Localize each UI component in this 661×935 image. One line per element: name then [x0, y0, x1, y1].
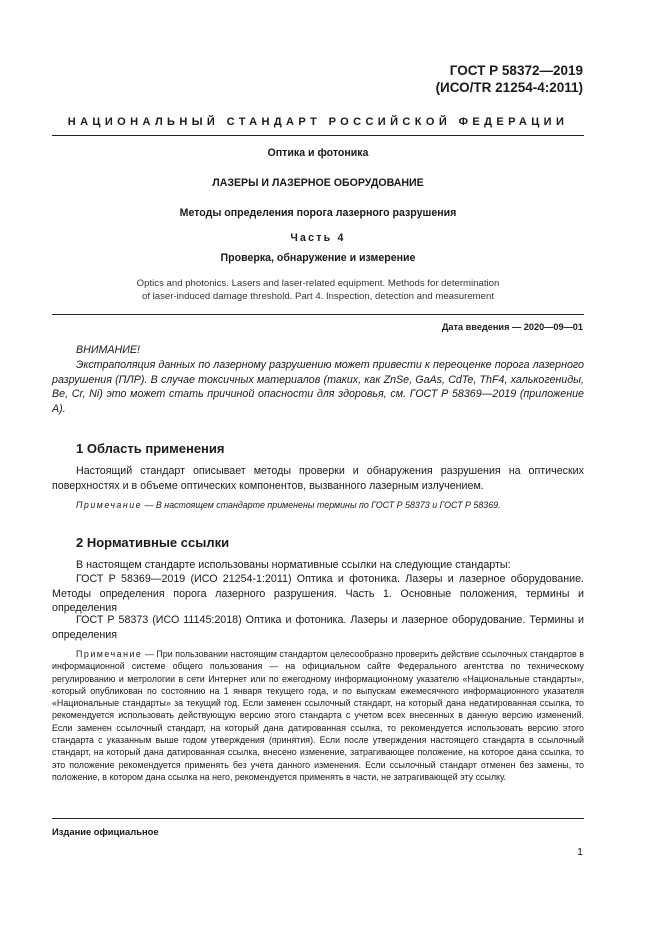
- english-title-line2: of laser-induced damage threshold. Part 4. Inspection, detection and measurement: [142, 291, 494, 302]
- standard-code: ГОСТ Р 58372—2019: [449, 63, 583, 78]
- warning-heading: ВНИМАНИЕ!: [76, 344, 140, 356]
- section-1-heading: 1 Область применения: [76, 441, 225, 456]
- section-2-note: [52, 648, 584, 783]
- national-standard-title: НАЦИОНАЛЬНЫЙ СТАНДАРТ РОССИЙСКОЙ ФЕДЕРАЦИИ: [67, 116, 569, 128]
- section-1-note: [76, 499, 584, 511]
- note-text: — В настоящем стандарте применены термины по ГОСТ Р 58373 и ГОСТ Р 58369.: [144, 500, 501, 510]
- note-label: Примечание: [76, 649, 143, 659]
- subtitle: Методы определения порога лазерного разрушения: [179, 207, 457, 219]
- main-title: ЛАЗЕРЫ И ЛАЗЕРНОЕ ОБОРУДОВАНИЕ: [212, 177, 424, 189]
- iso-reference: (ИСО/TR 21254-4:2011): [435, 80, 583, 95]
- part-number: Часть 4: [290, 232, 346, 244]
- page-number: 1: [577, 846, 583, 858]
- introduction-date: Дата введения — 2020—09—01: [441, 322, 583, 332]
- section-2-heading: 2 Нормативные ссылки: [76, 535, 230, 550]
- normative-reference-2: ГОСТ Р 58373 (ИСО 11145:2018) Оптика и фотоника. Лазеры и лазерное оборудование. Термины и определения: [52, 614, 584, 641]
- section-2-intro: В настоящем стандарте использованы нормативные ссылки на следующие стандарты:: [76, 559, 511, 571]
- domain-title: Оптика и фотоника: [267, 147, 369, 159]
- official-edition-label: Издание официальное: [52, 826, 159, 837]
- part-title: Проверка, обнаружение и измерение: [220, 252, 416, 264]
- title-rule: [52, 314, 584, 315]
- section-1-text: Настоящий стандарт описывает методы проверки и обнаружения разрушения на оптических поверхностях и в объеме оптических компонентов, вызванного лазерным излучением.: [52, 465, 584, 492]
- note-label: Примечание: [76, 500, 143, 510]
- footer-rule: [52, 818, 584, 819]
- english-title-line1: Optics and photonics. Lasers and laser-related equipment. Methods for determination: [136, 278, 500, 289]
- header-rule: [52, 135, 584, 136]
- note-text: — При пользовании настоящим стандартом целесообразно проверить действие ссылочных стандартов в информационной системе общего пользования — на официальном сайте Федерального агентства по техническому регулированию и метрологии в сети Интернет или по ежегодному информационному указателю «Национальные стандарты», который опубликован по состоянию на 1 января текущего года, и по выпускам ежемесячного информационного указателя «Национальные стандарты» за текущий год. Если заменен ссылочный стандарт, на который дана недатированная ссылка, то рекомендуется использовать действующую версию этого стандарта с учетом всех внесенных в данную версию изменений. Если заменен ссылочный стандарт, на который дана датированная ссылка, то рекомендуется использовать версию этого стандарта с указанным выше годом утверждения (принятия). Если после утверждения настоящего стандарта в ссылочный стандарт, на который дана датированная ссылка, внесено изменение, затрагивающее положение, на которое дана ссылка, то это положение рекомендуется применять без учета данного изменения. Если ссылочный стандарт отменен без замены, то положение, в котором дана ссылка на него, рекомендуется применять в части, не затрагивающей эту ссылку.: [52, 649, 584, 782]
- normative-reference-1: ГОСТ Р 58369—2019 (ИСО 21254-1:2011) Оптика и фотоника. Лазеры и лазерное оборудование. Методы определения порога лазерного разрушения. Часть 1. Основные положения, термины и определения: [52, 573, 584, 615]
- warning-text: Экстраполяция данных по лазерному разрушению может привести к переоценке порога лазерного разрушения (ПЛР). В случае токсичных материалов (таких, как ZnSe, GaAs, CdTe, ThF4, халькогениды, Be, Cr, Ni) это может стать причиной опасности для здоровья, см. ГОСТ Р 58369—2019 (приложение А).: [52, 359, 584, 415]
